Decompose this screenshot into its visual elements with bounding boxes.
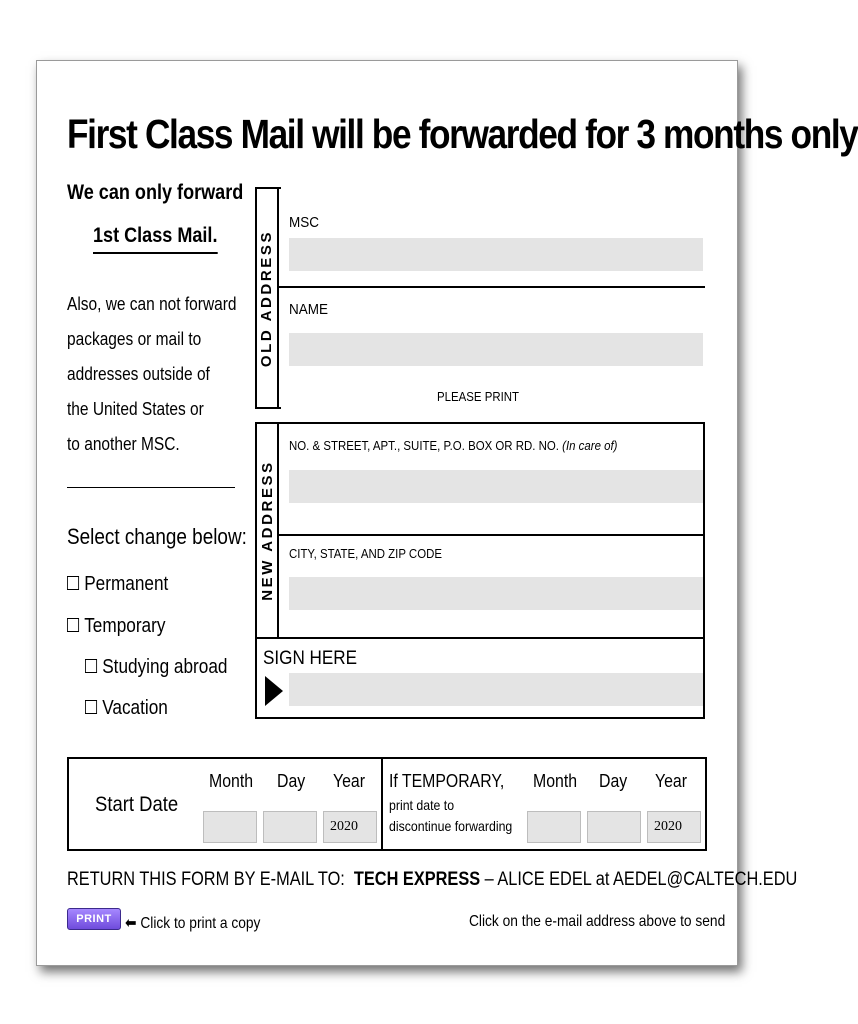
name-input[interactable] — [289, 333, 703, 366]
start-year-input[interactable]: 2020 — [323, 811, 377, 843]
sign-here-label: SIGN HERE — [263, 648, 358, 669]
end-year-input[interactable]: 2020 — [647, 811, 701, 843]
return-instructions — [67, 869, 797, 891]
street-input[interactable] — [289, 470, 703, 503]
send-note: Click on the e-mail address above to send — [469, 913, 726, 930]
forward-note-body — [67, 287, 239, 462]
new-address-label: NEW ADDRESS — [257, 424, 279, 637]
vacation-label: Vacation — [102, 697, 168, 719]
permanent-checkbox[interactable] — [67, 573, 168, 596]
old-address-divider — [279, 286, 705, 288]
start-date-label: Start Date — [95, 793, 179, 816]
divider — [67, 487, 235, 488]
company-name: TECH EXPRESS — [353, 869, 481, 890]
temporary-sub-label: print date to — [389, 797, 455, 813]
forward-note-subheading: 1st Class Mail. — [93, 224, 217, 254]
temporary-checkbox[interactable] — [67, 615, 165, 638]
dates-section — [67, 757, 707, 851]
checkbox-icon — [67, 618, 79, 632]
checkbox-icon — [85, 659, 97, 673]
print-note: ⬅ Click to print a copy — [125, 915, 261, 932]
vacation-checkbox[interactable] — [85, 697, 168, 720]
temporary-label: If TEMPORARY, — [389, 771, 505, 791]
form-title: First Class Mail will be forwarded for 3 months only — [67, 111, 858, 157]
forward-note-heading: We can only forward — [67, 181, 244, 204]
note-line: to another MSC. — [67, 434, 180, 454]
arrow-right-icon — [265, 676, 283, 706]
form-page — [36, 60, 858, 966]
checkbox-icon — [85, 700, 97, 714]
end-day-label: Day — [599, 771, 628, 791]
please-print-note: PLEASE PRINT — [437, 389, 520, 404]
end-year-label: Year — [655, 771, 688, 791]
note-line: the United States or — [67, 399, 204, 419]
start-month-label: Month — [209, 771, 254, 791]
email-link[interactable]: – ALICE EDEL at AEDEL@CALTECH.EDU — [484, 869, 798, 890]
return-prefix: RETURN THIS FORM BY E-MAIL TO: — [67, 869, 345, 890]
signature-input[interactable] — [289, 673, 703, 706]
city-state-zip-label: CITY, STATE, AND ZIP CODE — [289, 546, 442, 561]
select-change-heading: Select change below: — [67, 524, 247, 549]
note-line: packages or mail to — [67, 329, 202, 349]
note-line: Also, we can not forward — [67, 294, 237, 314]
permanent-label: Permanent — [84, 573, 169, 595]
print-button[interactable]: PRINT — [67, 908, 121, 930]
city-state-zip-input[interactable] — [289, 577, 703, 610]
studying-abroad-label: Studying abroad — [102, 656, 228, 678]
date-divider — [381, 759, 383, 849]
start-day-input[interactable] — [263, 811, 317, 843]
in-care-of-note: (In care of) — [562, 438, 618, 453]
studying-abroad-checkbox[interactable] — [85, 656, 227, 679]
msc-label: MSC — [289, 214, 320, 231]
end-month-label: Month — [533, 771, 578, 791]
new-address-divider — [279, 534, 703, 536]
end-day-input[interactable] — [587, 811, 641, 843]
msc-input[interactable] — [289, 238, 703, 271]
note-line: addresses outside of — [67, 364, 210, 384]
temporary-sub-label: discontinue forwarding — [389, 818, 513, 834]
street-label: NO. & STREET, APT., SUITE, P.O. BOX OR RD. NO. (In care of) — [289, 438, 618, 453]
end-month-input[interactable] — [527, 811, 581, 843]
start-day-label: Day — [277, 771, 306, 791]
start-month-input[interactable] — [203, 811, 257, 843]
old-address-label: OLD ADDRESS — [255, 187, 279, 409]
checkbox-icon — [67, 576, 79, 590]
name-label: NAME — [289, 301, 329, 318]
temporary-label: Temporary — [84, 615, 166, 637]
start-year-label: Year — [333, 771, 366, 791]
